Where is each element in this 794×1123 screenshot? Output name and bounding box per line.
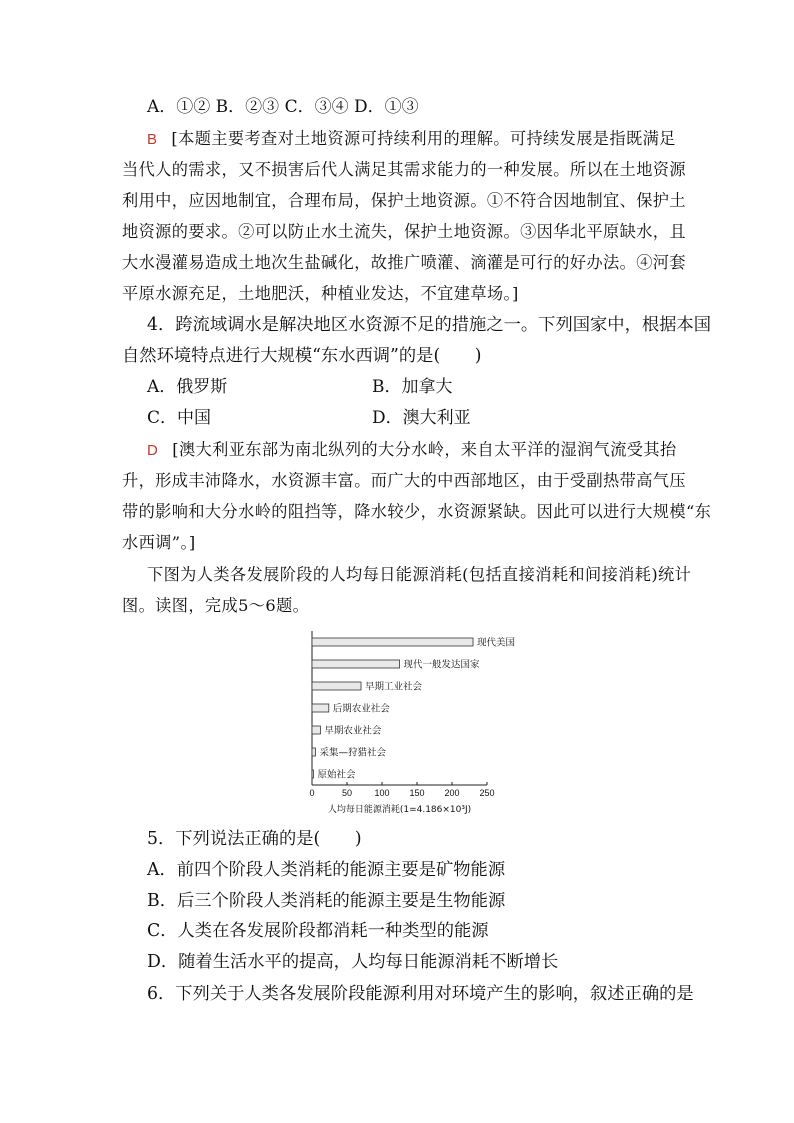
q6-stem: 6．下列关于人类各发展阶段能源利用对环境产生的影响，叙述正确的是 [147,984,694,1004]
energy-consumption-chart [300,627,540,817]
bar [312,682,361,690]
bar-category-label: 现代美国 [477,637,516,649]
x-axis-label: 人均每日能源消耗(1=4.186×10³J) [327,805,472,815]
energy-consumption-chart-svg [300,627,540,817]
x-tick-label: 250 [479,788,495,798]
q4-explanation-line: 升，形成丰沛降水，水资源丰富。而广大的中西部地区，由于受副热带高气压 [122,471,686,490]
q4-answer-letter: D [147,442,159,459]
x-tick-label: 150 [409,788,425,798]
q3-explanation-line: 地资源的要求。②可以防止水土流失，保护土地资源。③因华北平原缺水，且 [122,222,686,241]
x-tick-label: 100 [374,788,390,798]
bar [312,726,320,734]
x-tick-label: 0 [309,788,315,798]
q4-stem-line: 4．跨流域调水是解决地区水资源不足的措施之一。下列国家中，根据本国 [147,315,711,335]
bar [312,660,400,668]
q4-option-b: B．加拿大 [372,377,453,397]
x-tick-label: 200 [444,788,460,798]
x-tick-label: 50 [341,788,353,798]
q4-option-d: D．澳大利亚 [372,408,471,428]
intro-line: 下图为人类各发展阶段的人均每日能源消耗(包括直接消耗和间接消耗)统计 [147,565,692,584]
q4-explanation-line: 带的影响和大分水岭的阻挡等，降水较少，水资源紧缺。因此可以进行大规模“东 [122,502,712,521]
bar-category-label: 早期工业社会 [365,681,423,693]
q5-option-a: A．前四个阶段人类消耗的能源主要是矿物能源 [147,860,506,880]
q4-option-a: A．俄罗斯 [147,377,228,397]
bar [312,704,329,712]
q5-option-b: B．后三个阶段人类消耗的能源主要是生物能源 [147,891,506,911]
q3-explanation-line: 大水漫灌易造成土地次生盐碱化，故推广喷灌、滴灌是可行的好办法。④河套 [122,253,686,272]
q3-explanation-line: 当代人的需求，又不损害后代人满足其需求能力的一种发展。所以在土地资源 [122,160,686,179]
q3-explanation-line: B [本题主要考查对土地资源可持续利用的理解。可持续发展是指既满足 [147,129,676,148]
bar [312,770,314,778]
bar-category-label: 采集—狩猎社会 [319,747,387,759]
intro-line: 图。读图，完成5～6题。 [122,596,310,615]
q5-option-d: D．随着生活水平的提高，人均每日能源消耗不断增长 [147,952,559,972]
bar-category-label: 早期农业社会 [324,725,382,737]
q5-option-c: C．人类在各发展阶段都消耗一种类型的能源 [147,921,489,941]
q3-explanation-line: 平原水源充足，土地肥沃，种植业发达，不宜建草场。] [122,284,519,303]
q4-explanation-line: 水西调”。] [122,533,196,552]
bar-category-label: 原始社会 [317,769,356,781]
q4-explanation-line: D [澳大利亚东部为南北纵列的大分水岭，来自太平洋的湿润气流受其抬 [147,440,677,459]
q3-answer-letter: B [147,131,158,148]
bar [312,748,316,756]
bar-category-label: 现代一般发达国家 [403,659,480,671]
q3-options: A．①② B．②③ C．③④ D．①③ [147,97,419,117]
q4-option-c: C．中国 [147,408,212,428]
bar-category-label: 后期农业社会 [332,703,390,715]
q3-explanation-line: 利用中，应因地制宜，合理布局，保护土地资源。①不符合因地制宜、保护土 [122,191,686,210]
q4-stem-line: 自然环境特点进行大规模“东水西调”的是( ) [122,346,482,366]
q5-stem: 5．下列说法正确的是( ) [147,829,362,849]
bar [312,638,473,646]
